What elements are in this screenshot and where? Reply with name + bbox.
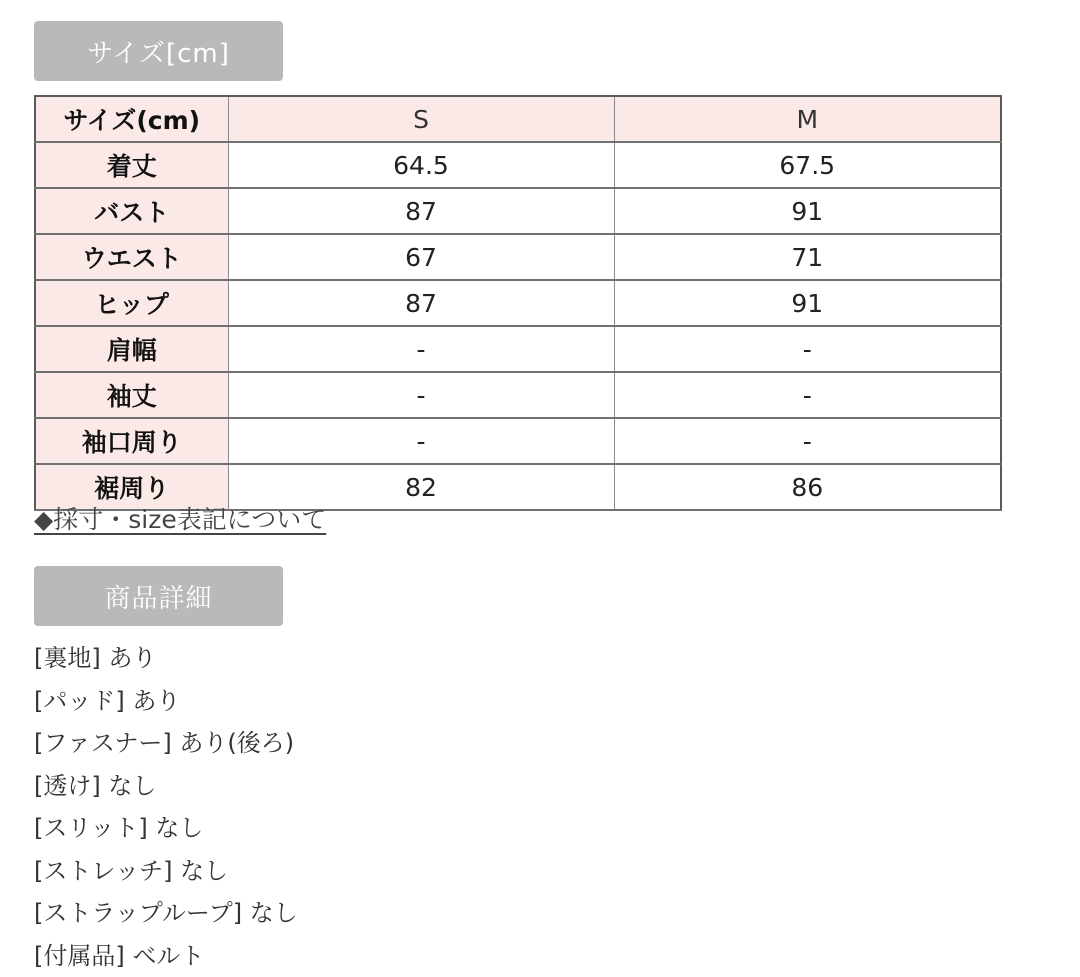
- cell-s: 82: [228, 464, 614, 510]
- row-label: ヒップ: [35, 280, 228, 326]
- row-label: 着丈: [35, 142, 228, 188]
- list-item: [ストラップループ] なし: [34, 892, 298, 935]
- table-row: [35, 418, 1001, 464]
- cell-m: -: [614, 326, 1001, 372]
- cell-s: -: [228, 326, 614, 372]
- product-details-tab: 商品詳細: [34, 566, 283, 626]
- cell-m: 91: [614, 188, 1001, 234]
- cell-m: -: [614, 418, 1001, 464]
- cell-m: 71: [614, 234, 1001, 280]
- list-item: [ストレッチ] なし: [34, 850, 298, 893]
- row-label: バスト: [35, 188, 228, 234]
- cell-s: 64.5: [228, 142, 614, 188]
- table-header-row: [35, 96, 1001, 142]
- list-item: [ファスナー] あり(後ろ): [34, 722, 298, 765]
- cell-s: 87: [228, 280, 614, 326]
- table-row: [35, 326, 1001, 372]
- table-row: [35, 372, 1001, 418]
- cell-m: -: [614, 372, 1001, 418]
- cell-s: -: [228, 372, 614, 418]
- table-row: [35, 142, 1001, 188]
- list-item: [付属品] ベルト: [34, 935, 298, 977]
- table-row: [35, 234, 1001, 280]
- size-notation-link[interactable]: ◆採寸・size表記について: [34, 500, 326, 536]
- header-size-m: M: [614, 96, 1001, 142]
- size-table: [34, 95, 1002, 511]
- list-item: [裏地] あり: [34, 637, 298, 680]
- cell-m: 91: [614, 280, 1001, 326]
- cell-s: 87: [228, 188, 614, 234]
- row-label: 袖丈: [35, 372, 228, 418]
- list-item: [パッド] あり: [34, 680, 298, 723]
- product-details-list: [34, 637, 298, 977]
- cell-s: -: [228, 418, 614, 464]
- row-label: 肩幅: [35, 326, 228, 372]
- header-size-s: S: [228, 96, 614, 142]
- size-section-tab: サイズ[cm]: [34, 21, 283, 81]
- cell-m: 67.5: [614, 142, 1001, 188]
- cell-m: 86: [614, 464, 1001, 510]
- row-label: 裾周り: [35, 464, 228, 510]
- row-label: 袖口周り: [35, 418, 228, 464]
- table-row: [35, 188, 1001, 234]
- cell-s: 67: [228, 234, 614, 280]
- row-label: ウエスト: [35, 234, 228, 280]
- list-item: [透け] なし: [34, 765, 298, 808]
- header-size-label: サイズ(cm): [35, 96, 228, 142]
- list-item: [スリット] なし: [34, 807, 298, 850]
- table-row: [35, 280, 1001, 326]
